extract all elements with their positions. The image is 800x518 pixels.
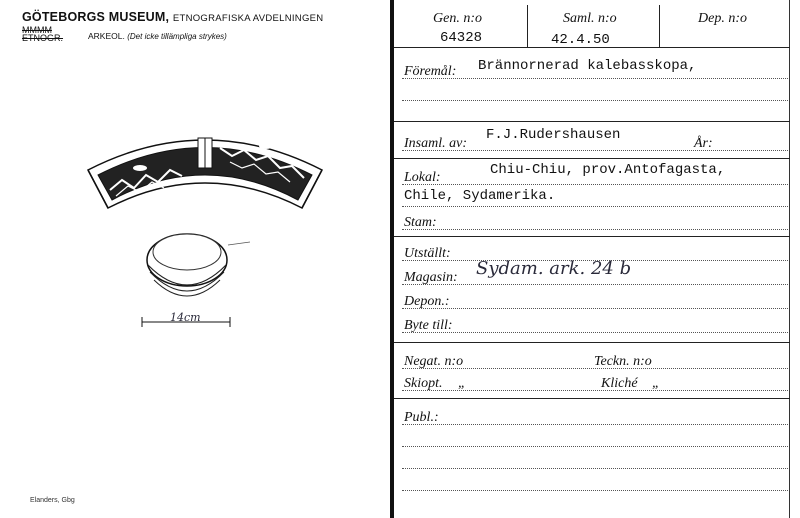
center-divider xyxy=(390,0,394,518)
rule xyxy=(402,332,788,333)
saml-label: Saml. n:o xyxy=(563,11,617,26)
section-rule xyxy=(394,158,790,159)
depon-label: Depon.: xyxy=(404,294,450,309)
right-edge xyxy=(789,0,790,518)
magasin-value: Sydam. ark. 24 b xyxy=(476,258,632,279)
section-rule xyxy=(394,342,790,343)
skiopt-label: Skiopt. xyxy=(404,376,443,391)
rule xyxy=(402,100,788,101)
section-rule xyxy=(394,398,790,399)
stam-label: Stam: xyxy=(404,215,437,230)
arkeol-line xyxy=(88,31,227,41)
museum-name: GÖTEBORGS MUSEUM, xyxy=(22,10,170,24)
insaml-value: F.J.Rudershausen xyxy=(486,127,621,143)
section-rule xyxy=(394,121,790,122)
gourd-sketch xyxy=(80,120,330,340)
byte-label: Byte till: xyxy=(404,318,453,333)
museum-header xyxy=(22,10,323,24)
insaml-label: Insaml. av: xyxy=(404,136,467,151)
column-rule-2 xyxy=(659,5,660,47)
rule xyxy=(402,150,788,151)
lokal-value-1: Chiu-Chiu, prov.Antofagasta, xyxy=(490,162,726,178)
foremal-label: Föremål: xyxy=(404,64,457,79)
section-rule xyxy=(394,236,790,237)
kliche-label: Kliché xyxy=(601,376,638,391)
struck-category-1: MMMM xyxy=(22,25,52,35)
rule xyxy=(402,229,788,230)
gen-label: Gen. n:o xyxy=(433,11,482,26)
scale-label: 14cm xyxy=(170,311,201,324)
dep-label: Dep. n:o xyxy=(698,11,747,26)
rule xyxy=(402,284,788,285)
gen-value: 64328 xyxy=(440,30,483,46)
rule xyxy=(402,308,788,309)
rule xyxy=(402,490,788,491)
rule xyxy=(402,184,788,185)
rule xyxy=(402,368,788,369)
lokal-label: Lokal: xyxy=(404,170,441,185)
struck-category-2: ETNOGR. xyxy=(22,33,64,43)
saml-value: 42.4.50 xyxy=(551,32,610,48)
rule xyxy=(402,390,788,391)
bowl-drawing xyxy=(147,234,250,296)
rule xyxy=(402,446,788,447)
column-rule-1 xyxy=(527,5,528,47)
rule xyxy=(402,206,788,207)
foremal-value: Brännornerad kalebasskopa, xyxy=(478,58,697,74)
decorated-band xyxy=(88,138,322,208)
kliche-ditto: „ xyxy=(652,376,660,391)
department-name: ETNOGRAFISKA AVDELNINGEN xyxy=(172,13,324,24)
printer-credit: Elanders, Gbg xyxy=(30,497,75,504)
strike-note: (Det icke tillämpliga strykes) xyxy=(127,32,227,41)
utstallt-label: Utställt: xyxy=(404,246,451,261)
rule xyxy=(402,424,788,425)
rule xyxy=(402,468,788,469)
rule xyxy=(402,78,788,79)
magasin-label: Magasin: xyxy=(404,270,458,285)
negat-label: Negat. n:o xyxy=(404,354,464,369)
lokal-value-2: Chile, Sydamerika. xyxy=(404,188,556,204)
ar-label: År: xyxy=(694,136,713,151)
teckn-label: Teckn. n:o xyxy=(594,354,652,369)
arkeol-label: ARKEOL. xyxy=(88,31,125,41)
skiopt-ditto: „ xyxy=(458,376,466,391)
publ-label: Publ.: xyxy=(404,410,439,425)
